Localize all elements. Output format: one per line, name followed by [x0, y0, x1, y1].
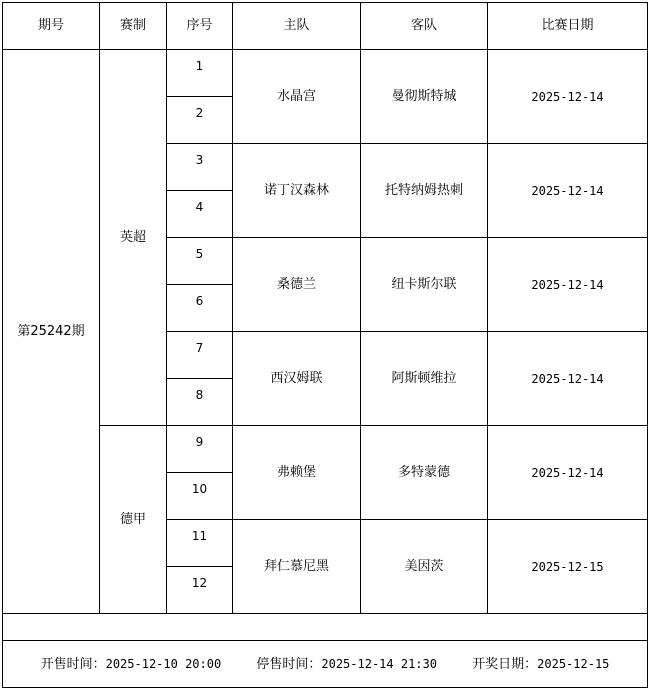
- header-row: [3, 3, 648, 50]
- header-away: 客队: [361, 3, 488, 50]
- away-team: 纽卡斯尔联: [361, 238, 488, 332]
- away-team: 曼彻斯特城: [361, 50, 488, 144]
- match-date: 2025-12-15: [488, 520, 648, 614]
- seq-cell: 2: [167, 97, 233, 144]
- home-team: 水晶宫: [233, 50, 361, 144]
- header-period: 期号: [3, 3, 100, 50]
- seq-cell: 1: [167, 50, 233, 97]
- match-date: 2025-12-14: [488, 332, 648, 426]
- sale-start-label: 开售时间：: [40, 656, 106, 672]
- sale-stop-value: 2025-12-14 21:30: [321, 656, 437, 671]
- seq-cell: 8: [167, 379, 233, 426]
- seq-cell: 5: [167, 238, 233, 285]
- match-date: 2025-12-14: [488, 426, 648, 520]
- period-cell: 第25242期: [3, 50, 100, 614]
- away-team: 多特蒙德: [361, 426, 488, 520]
- header-seq: 序号: [167, 3, 233, 50]
- footer-cell: [3, 641, 648, 688]
- sale-stop-label: 停售时间：: [256, 656, 322, 672]
- home-team: 拜仁慕尼黑: [233, 520, 361, 614]
- sale-start: [41, 656, 222, 673]
- seq-cell: 10: [167, 473, 233, 520]
- league-cell: 德甲: [100, 426, 167, 614]
- away-team: 阿斯顿维拉: [361, 332, 488, 426]
- match-date: 2025-12-14: [488, 50, 648, 144]
- away-team: 托特纳姆热刺: [361, 144, 488, 238]
- sale-start-value: 2025-12-10 20:00: [105, 656, 222, 671]
- away-team: 美因茨: [361, 520, 488, 614]
- match-date: 2025-12-14: [488, 144, 648, 238]
- draw-date-label: 开奖日期：: [472, 656, 538, 672]
- table-row: [3, 50, 648, 97]
- seq-cell: 4: [167, 191, 233, 238]
- sale-stop: [256, 656, 437, 673]
- footer-row: [3, 641, 648, 688]
- blank-row: [3, 614, 648, 641]
- match-date: 2025-12-14: [488, 238, 648, 332]
- header-home: 主队: [233, 3, 361, 50]
- home-team: 桑德兰: [233, 238, 361, 332]
- table-row: [3, 426, 648, 473]
- seq-cell: 3: [167, 144, 233, 191]
- header-date: 比赛日期: [488, 3, 648, 50]
- home-team: 诺丁汉森林: [233, 144, 361, 238]
- lottery-schedule: [2, 2, 647, 694]
- seq-cell: 12: [167, 567, 233, 614]
- seq-cell: 7: [167, 332, 233, 379]
- header-league: 赛制: [100, 3, 167, 50]
- seq-cell: 6: [167, 285, 233, 332]
- draw-date-value: 2025-12-15: [537, 656, 610, 671]
- home-team: 弗赖堡: [233, 426, 361, 520]
- schedule-table: [2, 2, 648, 688]
- seq-cell: 9: [167, 426, 233, 473]
- league-cell: 英超: [100, 50, 167, 426]
- draw-date: [472, 656, 609, 673]
- blank-cell: [3, 614, 648, 641]
- home-team: 西汉姆联: [233, 332, 361, 426]
- seq-cell: 11: [167, 520, 233, 567]
